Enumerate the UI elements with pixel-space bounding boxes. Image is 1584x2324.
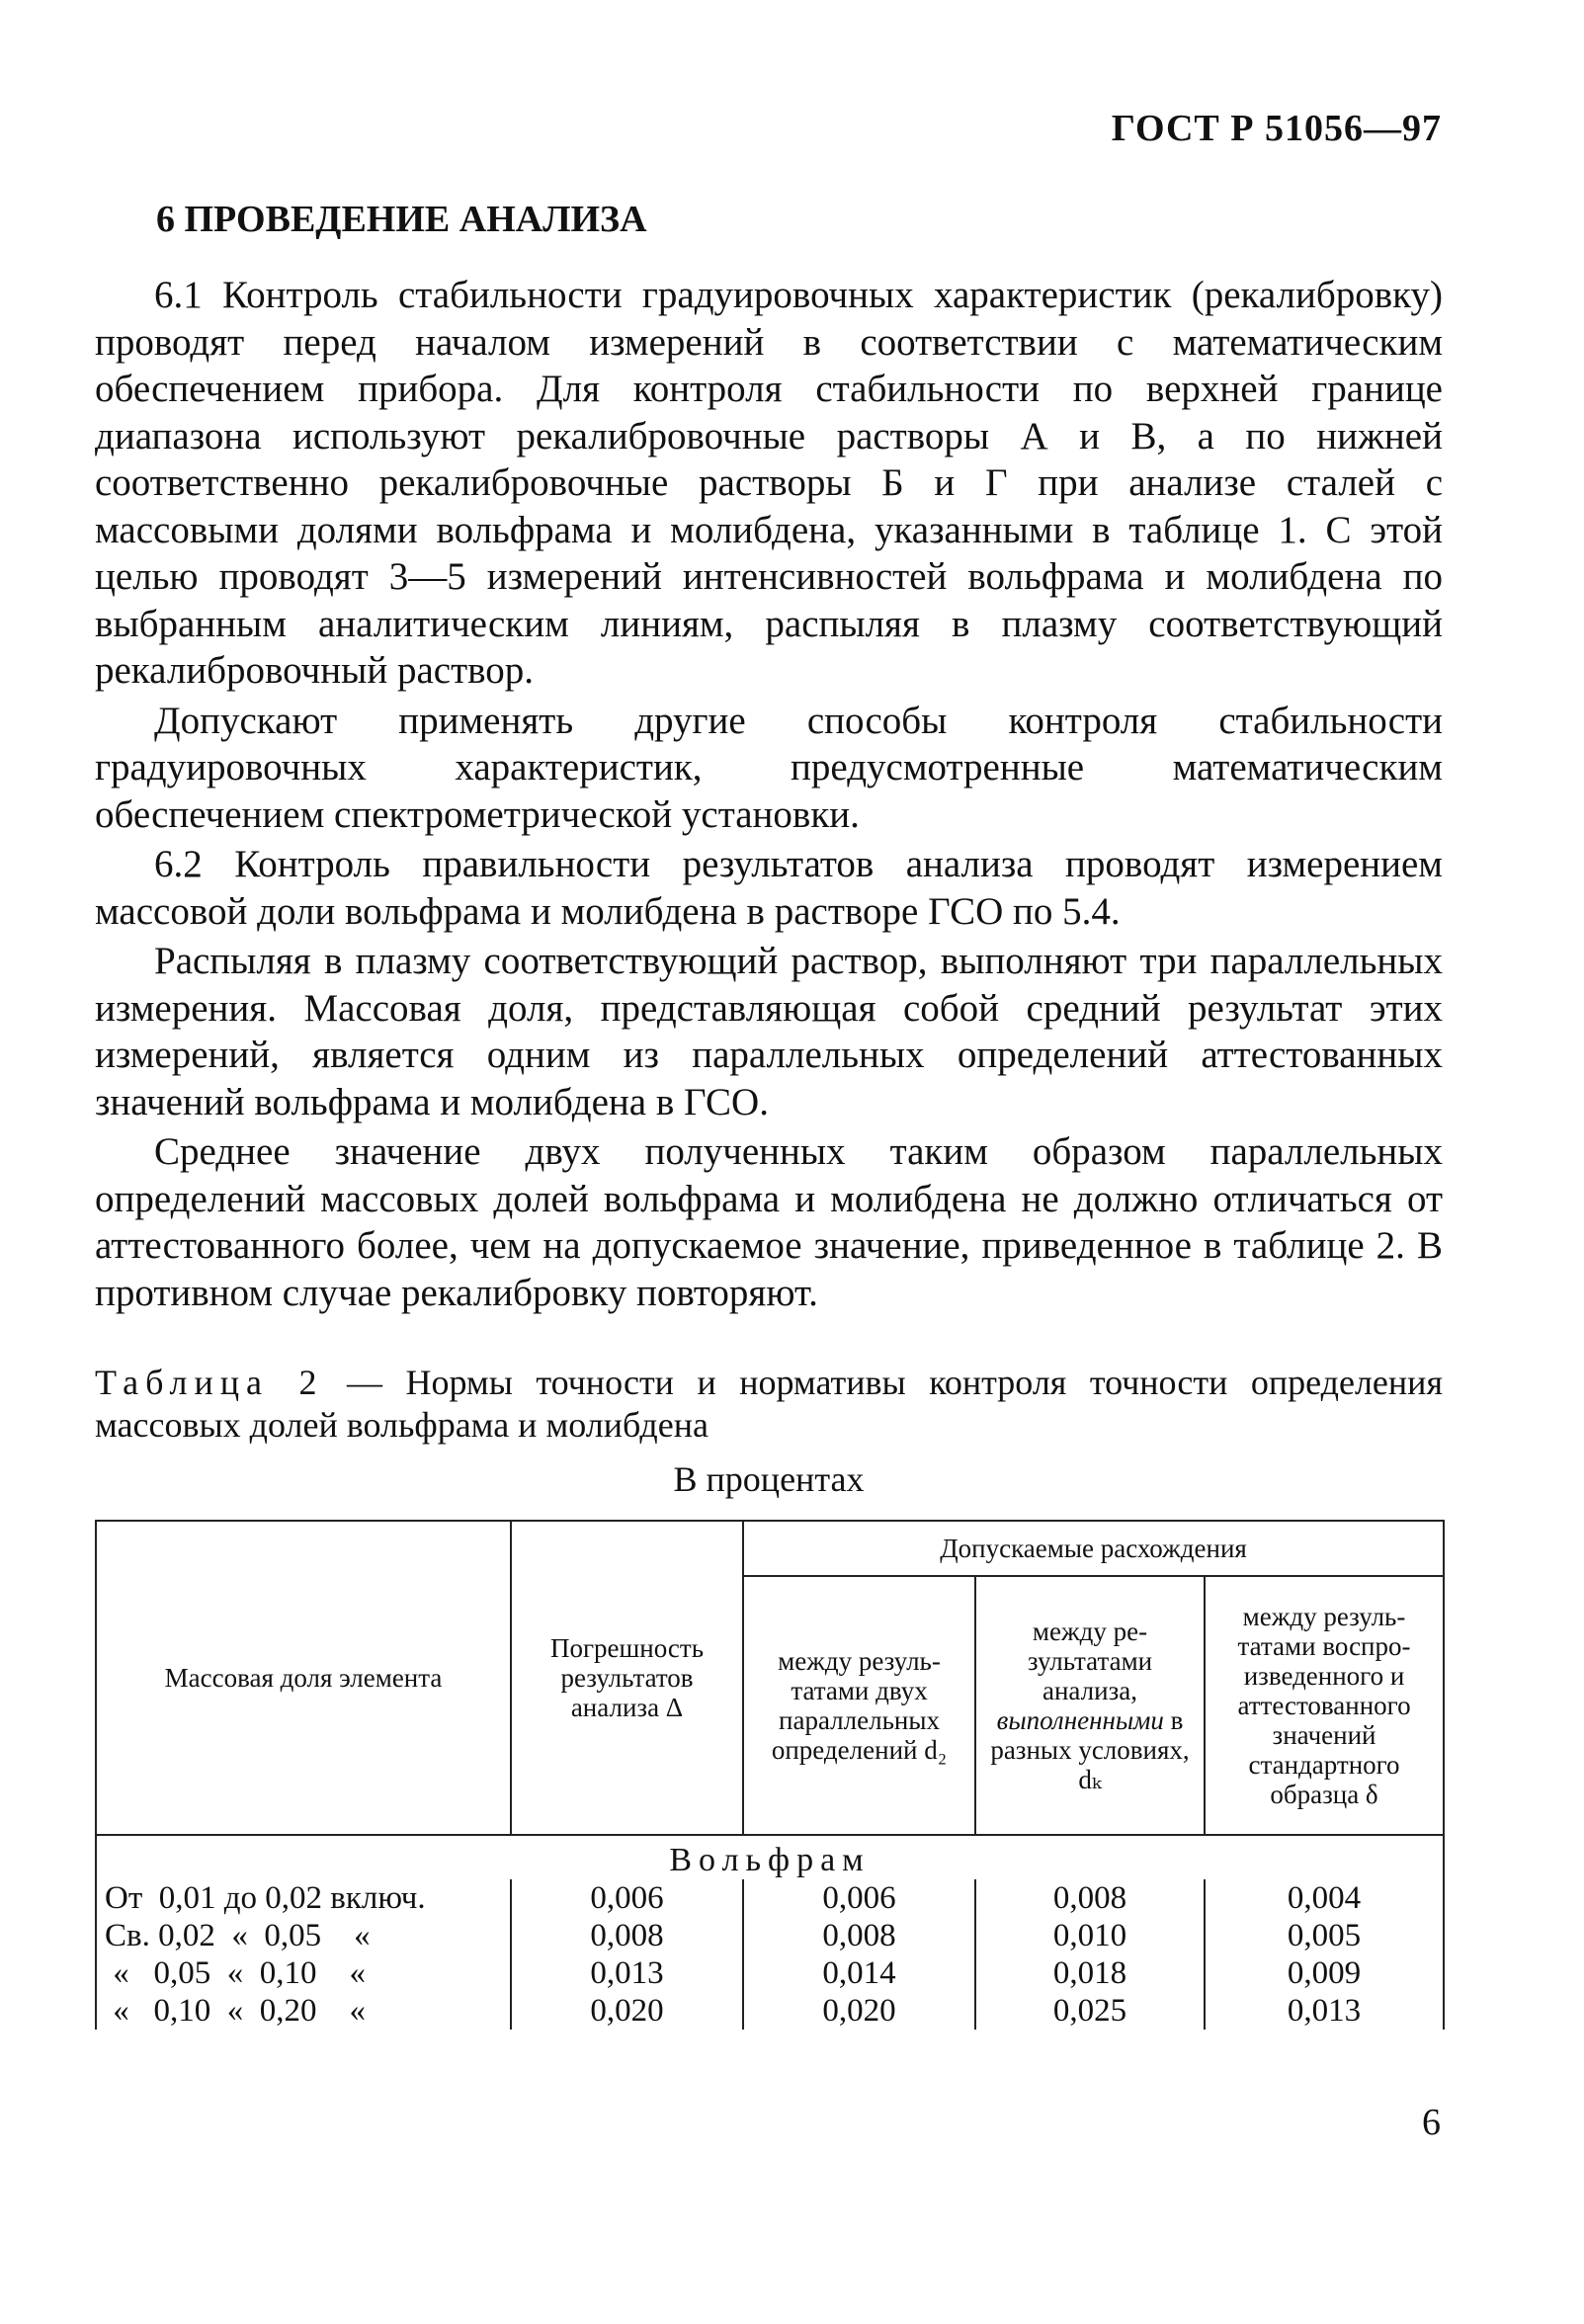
table-row — [96, 1992, 1444, 2030]
cell-range: « 0,05 « 0,10 « — [96, 1954, 511, 1992]
document-header: ГОСТ Р 51056—97 — [1111, 108, 1442, 149]
section-title: 6 ПРОВЕДЕНИЕ АНАЛИЗА — [156, 199, 647, 240]
header-dk-part3: в разных условиях, dₖ — [990, 1705, 1190, 1794]
paragraph-alt-methods: Допускают применять другие способы контроля стабильности градуировочных характеристик, предусмотренные математическим обеспечением спектрометрической установки. — [95, 699, 1443, 836]
cell-range: « 0,10 « 0,20 « — [96, 1992, 511, 2030]
cell-d2: 0,006 — [743, 1879, 975, 1917]
header-mass-fraction: Массовая доля элемента — [96, 1521, 511, 1835]
group-label-tungsten: Вольфрам — [96, 1835, 1444, 1879]
cell-delta: 0,008 — [511, 1917, 743, 1954]
cell-range: От 0,01 до 0,02 включ. — [96, 1879, 511, 1917]
header-dk — [975, 1576, 1205, 1835]
table-units: В процентах — [673, 1459, 865, 1499]
cell-delta-std: 0,004 — [1205, 1879, 1444, 1917]
cell-delta: 0,006 — [511, 1879, 743, 1917]
header-allowed-discrepancies: Допускаемые расхождения — [743, 1521, 1444, 1576]
header-dk-part1: между результатами анализа, — [1027, 1617, 1153, 1705]
cell-dk: 0,008 — [975, 1879, 1205, 1917]
cell-dk: 0,010 — [975, 1917, 1205, 1954]
cell-range: Св. 0,02 « 0,05 « — [96, 1917, 511, 1954]
cell-d2: 0,014 — [743, 1954, 975, 1992]
table-row — [96, 1954, 1444, 1992]
norms-table — [95, 1520, 1445, 2030]
cell-delta-std: 0,005 — [1205, 1917, 1444, 1954]
cell-d2: 0,008 — [743, 1917, 975, 1954]
paragraph-6-2: 6.2 Контроль правильности результатов анализа проводят измерением массовой доли вольфрама и молибдена в растворе ГСО по 5.4. — [95, 843, 1443, 933]
table-caption — [95, 1362, 1443, 1447]
header-d2: между результатами двух параллельных определений d₂ — [743, 1576, 975, 1835]
table-caption-label: Таблица 2 — [95, 1363, 324, 1402]
cell-delta-std: 0,013 — [1205, 1992, 1444, 2030]
header-delta-std: между результатами воспроизведенного и аттестованного значений стандартного образца δ — [1205, 1576, 1444, 1835]
cell-delta-std: 0,009 — [1205, 1954, 1444, 1992]
table-row — [96, 1917, 1444, 1954]
cell-d2: 0,020 — [743, 1992, 975, 2030]
paragraph-6-1: 6.1 Контроль стабильности градуировочных характеристик (рекалибровку) проводят перед началом измерений в соответствии с математическим обеспечением прибора. Для контроля стабильности по верхней границе диапазона используют рекалибровочные растворы А и В, а по нижней соответственно рекалибровочные растворы Б и Г при анализе сталей с массовыми долями вольфрама и молибдена, указанными в таблице 1. С этой целью проводят 3—5 измерений интенсивностей вольфрама и молибдена по выбранным аналитическим линиям, распыляя в плазму соответствующий рекалибровочный раствор. — [95, 274, 1443, 692]
cell-delta: 0,013 — [511, 1954, 743, 1992]
header-dk-part2: выполненными — [996, 1705, 1164, 1735]
cell-delta: 0,020 — [511, 1992, 743, 2030]
table-caption-text: — Нормы точности и нормативы контроля точности определения массовых долей вольфрама и молибдена — [95, 1363, 1444, 1445]
header-error: Погрешность результатов анализа Δ — [511, 1521, 743, 1835]
table-row — [96, 1879, 1444, 1917]
body-text — [95, 272, 1443, 1319]
paragraph-mean-value: Среднее значение двух полученных таким образом параллельных определений массовых долей вольфрама и молибдена не должно отличаться от аттестованного более, чем на допускаемое значение, приведенное в таблице 2. В противном случае рекалибровку повторяют. — [95, 1130, 1443, 1314]
paragraph-spraying: Распыляя в плазму соответствующий раствор, выполняют три параллельных измерения. Массовая доля, представляющая собой средний результат этих измерений, является одним из параллельных определений аттестованных значений вольфрама и молибдена в ГСО. — [95, 940, 1443, 1123]
cell-dk: 0,018 — [975, 1954, 1205, 1992]
page-number: 6 — [1422, 2102, 1441, 2143]
cell-dk: 0,025 — [975, 1992, 1205, 2030]
